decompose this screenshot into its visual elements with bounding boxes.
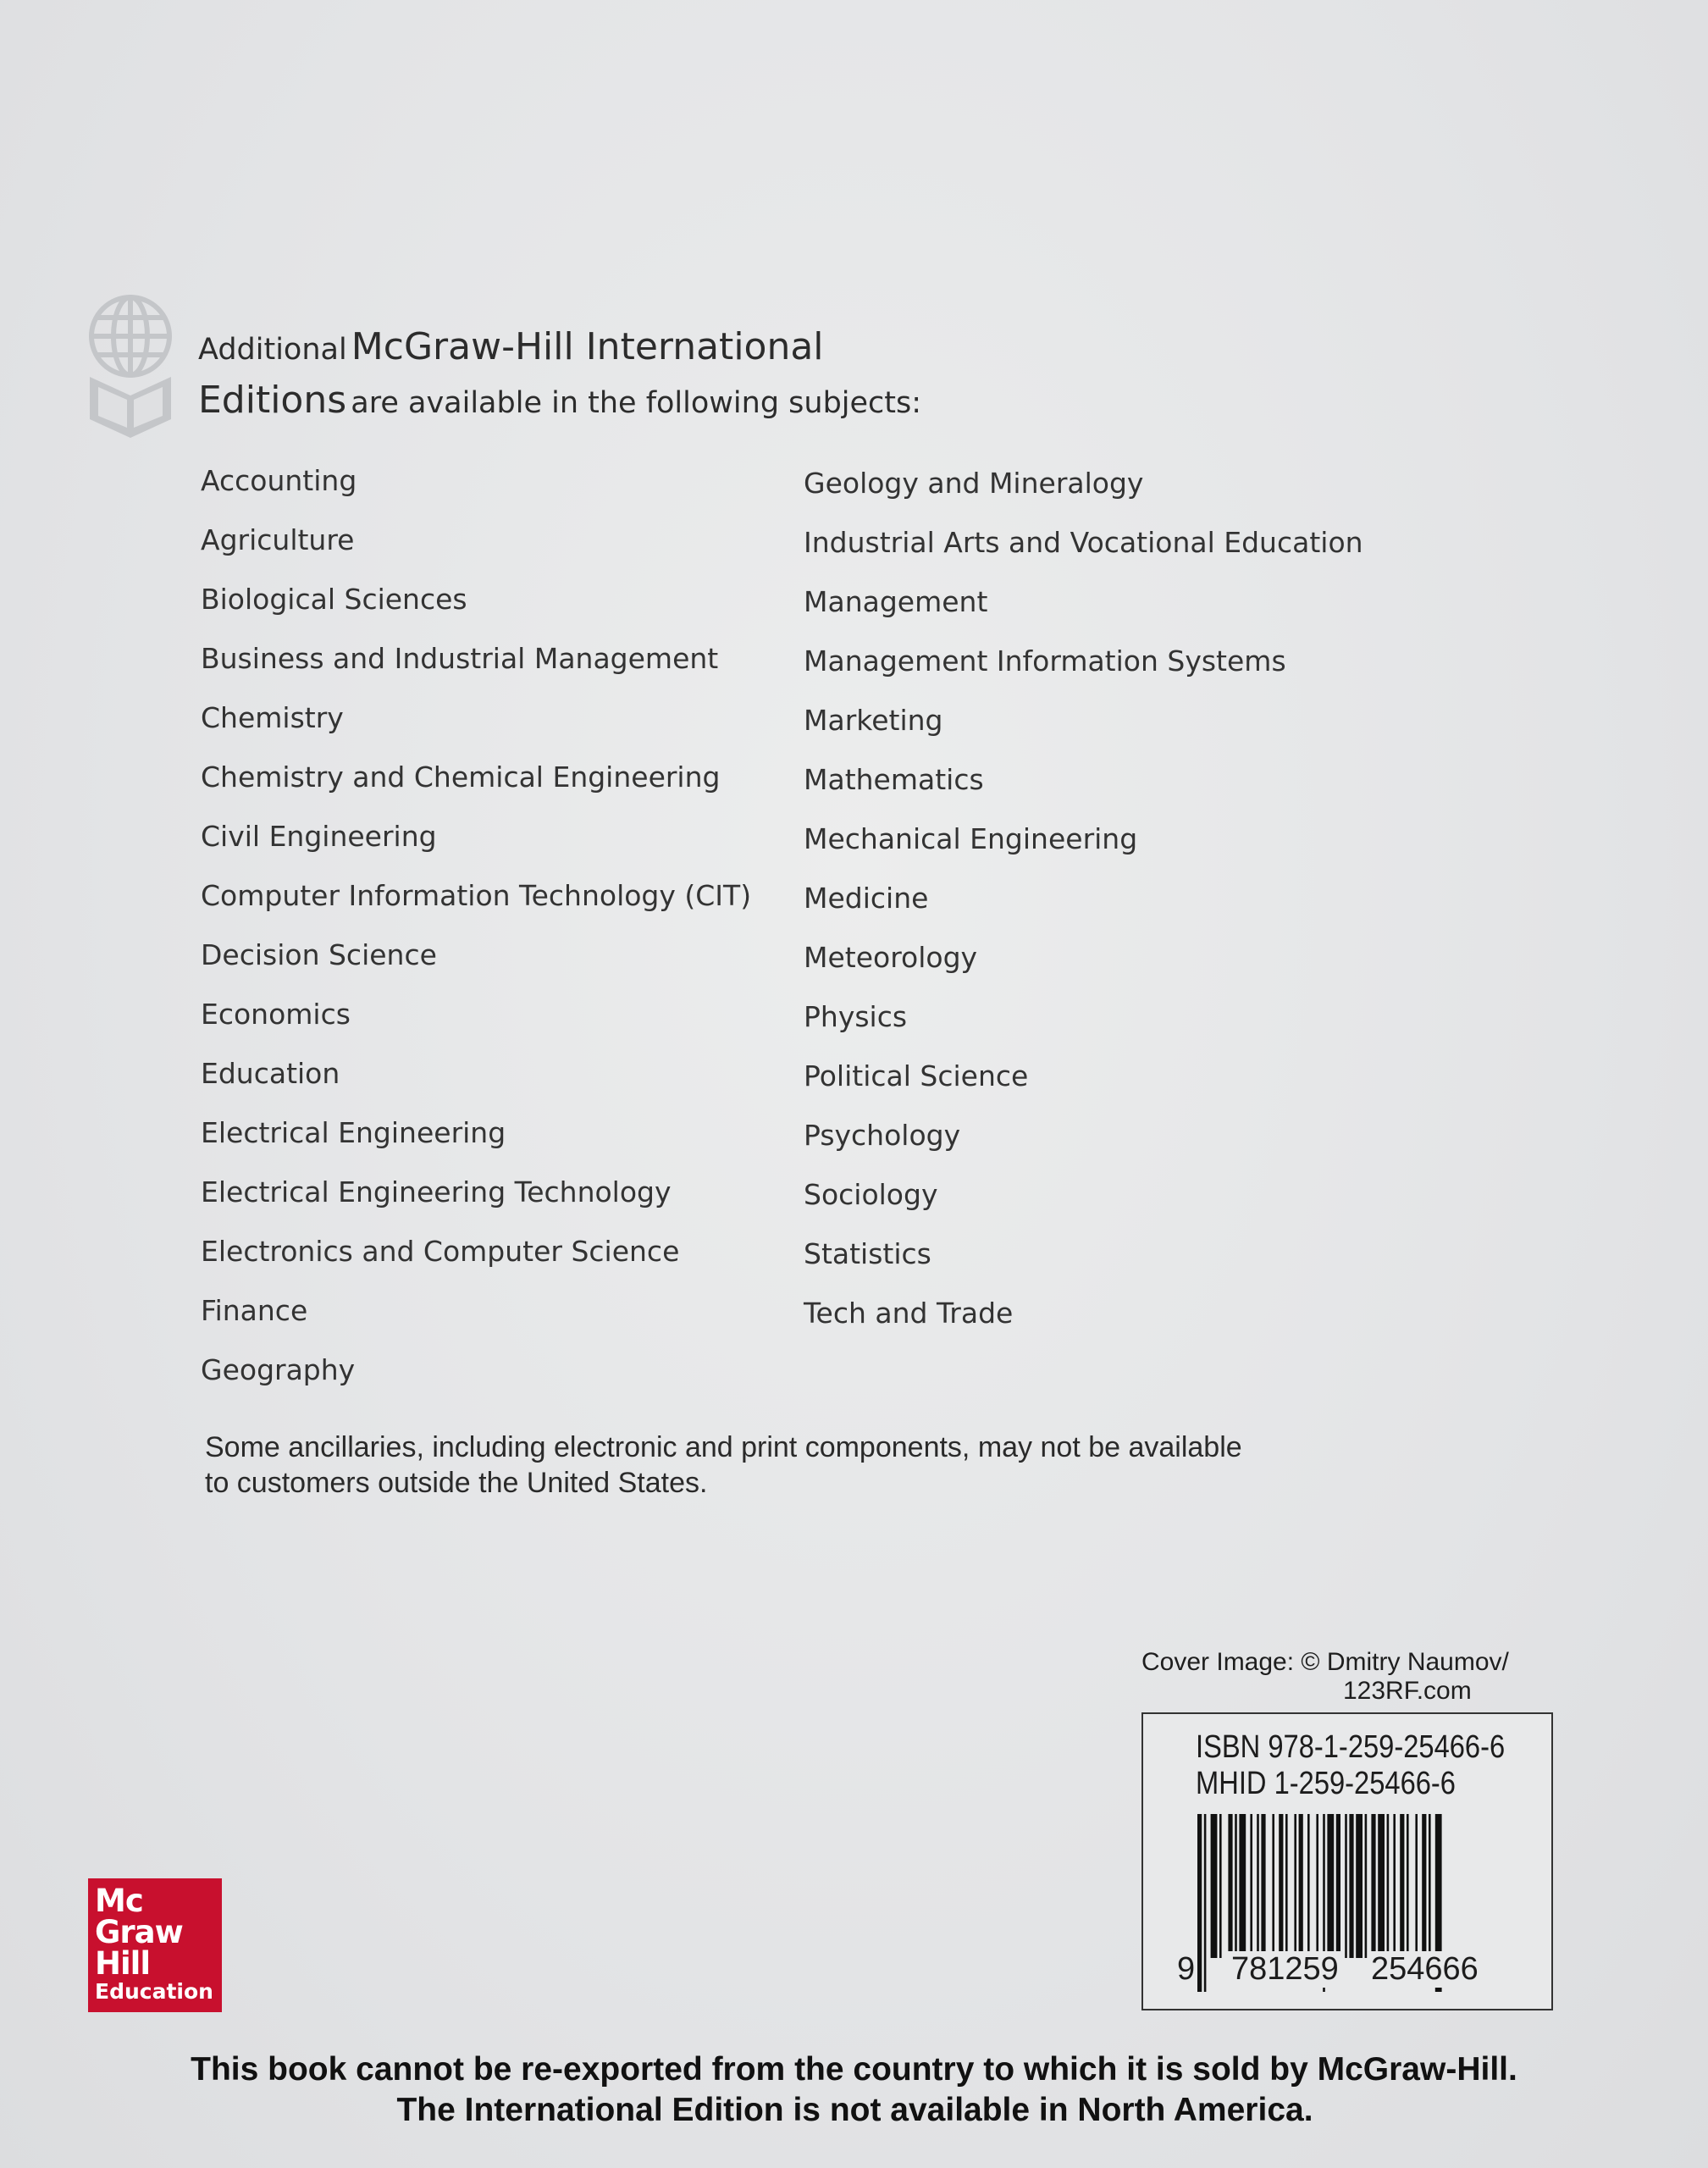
subject-item: Electrical Engineering [201, 1116, 506, 1149]
barcode-bar [1257, 1814, 1259, 1958]
subject-item: Education [201, 1057, 340, 1090]
subjects-left-column [201, 457, 751, 1406]
barcode-bar [1393, 1814, 1396, 1958]
barcode-bar [1279, 1814, 1283, 1958]
barcode-bar [1349, 1814, 1353, 1958]
subject-item: Medicine [804, 882, 929, 915]
ancillaries-note [205, 1430, 1390, 1501]
mhid-text: MHID 1-259-25466-6 [1196, 1766, 1456, 1801]
barcode-bar [1228, 1814, 1232, 1958]
barcode-bar [1211, 1814, 1218, 1958]
barcode-digits [1177, 1951, 1533, 1995]
barcode-bar [1336, 1814, 1340, 1958]
subject-item: Mechanical Engineering [804, 822, 1138, 855]
subject-item: Meteorology [804, 941, 978, 974]
barcode-bar [1365, 1814, 1368, 1958]
mcgraw-hill-education-logo [88, 1878, 222, 2012]
credit-line: Cover Image: © Dmitry Naumov/ [1141, 1648, 1509, 1676]
subject-item: Marketing [804, 704, 943, 737]
subject-item: Biological Sciences [201, 583, 467, 616]
subject-item: Management [804, 585, 988, 618]
subject-item: Electrical Engineering Technology [201, 1175, 672, 1208]
barcode-bar [1400, 1814, 1404, 1958]
subject-item: Industrial Arts and Vocational Education [804, 526, 1363, 559]
barcode-bar [1316, 1814, 1318, 1958]
subject-item: Business and Industrial Management [201, 642, 719, 675]
heading [198, 324, 1045, 431]
note-line: Some ancillaries, including electronic and print components, may not be available [205, 1431, 1242, 1463]
subject-item: Agriculture [201, 523, 355, 556]
barcode-digits-right: 254666 [1368, 1951, 1482, 1988]
subject-item: Political Science [804, 1059, 1029, 1092]
barcode-bar [1285, 1814, 1288, 1958]
subject-item: Electronics and Computer Science [201, 1235, 680, 1268]
note-line: to customers outside the United States. [205, 1467, 708, 1499]
barcode-bar [1371, 1814, 1375, 1958]
barcode-bar [1345, 1814, 1347, 1958]
cover-image-credit [1141, 1648, 1509, 1706]
subject-item: Geology and Mineralogy [804, 467, 1144, 500]
barcode-bar [1307, 1814, 1310, 1958]
heading-intro: Additional [198, 333, 347, 367]
barcode-bar [1422, 1814, 1426, 1958]
book-identifiers [1196, 1729, 1505, 1802]
subject-item: Mathematics [804, 763, 984, 796]
barcode-bar [1299, 1814, 1303, 1958]
isbn-text: ISBN 978-1-259-25466-6 [1196, 1729, 1506, 1765]
barcode-bar [1294, 1814, 1296, 1958]
subject-item: Physics [804, 1000, 908, 1033]
barcode-digits-left: 781259 [1228, 1951, 1342, 1988]
barcode-bar [1378, 1814, 1385, 1958]
logo-line: Mc [95, 1883, 143, 1919]
credit-line: 123RF.com [1343, 1677, 1472, 1705]
globe-book-emblem-icon [85, 292, 176, 443]
barcode-bar [1429, 1814, 1431, 1958]
barcode-bar [1272, 1814, 1274, 1958]
subject-item: Geography [201, 1353, 356, 1386]
subject-item: Sociology [804, 1178, 938, 1211]
barcode-bar [1327, 1814, 1334, 1958]
subject-item: Chemistry [201, 701, 344, 734]
subject-item: Decision Science [201, 938, 437, 971]
subject-item: Tech and Trade [804, 1297, 1014, 1330]
subject-item: Civil Engineering [201, 820, 437, 853]
barcode-bar [1235, 1814, 1237, 1958]
barcode-bar [1261, 1814, 1265, 1958]
logo-line: Graw [95, 1914, 183, 1950]
heading-brand: McGraw-Hill International [351, 325, 824, 368]
barcode-bar [1407, 1814, 1409, 1958]
barcode-bar [1415, 1814, 1418, 1958]
barcode-bar [1387, 1814, 1390, 1958]
heading-tail: are available in the following subjects: [351, 386, 922, 420]
subject-item: Statistics [804, 1237, 931, 1270]
subjects-right-column [804, 460, 1363, 1349]
heading-editions: Editions [198, 379, 347, 422]
export-notice-line: The International Edition is not available in North America. [396, 2092, 1313, 2128]
subject-item: Chemistry and Chemical Engineering [201, 760, 721, 794]
subject-item: Psychology [804, 1119, 961, 1152]
barcode-bar [1219, 1814, 1222, 1958]
barcode-box [1141, 1712, 1553, 2010]
export-notice-line: This book cannot be re-exported from the country to which it is sold by McGraw-Hill. [191, 2051, 1517, 2088]
barcode-bar [1250, 1814, 1252, 1958]
logo-line: Education [95, 1979, 213, 2004]
export-notice [0, 2049, 1708, 2131]
barcode-bar [1356, 1814, 1363, 1958]
barcode-digit-first: 9 [1177, 1951, 1196, 1987]
subject-item: Management Information Systems [804, 644, 1286, 678]
subject-item: Accounting [201, 464, 357, 497]
subject-item: Finance [201, 1294, 308, 1327]
barcode-bar [1239, 1814, 1246, 1958]
subject-item: Computer Information Technology (CIT) [201, 879, 752, 912]
logo-line: Hill [95, 1945, 151, 1982]
subject-item: Economics [201, 998, 351, 1031]
